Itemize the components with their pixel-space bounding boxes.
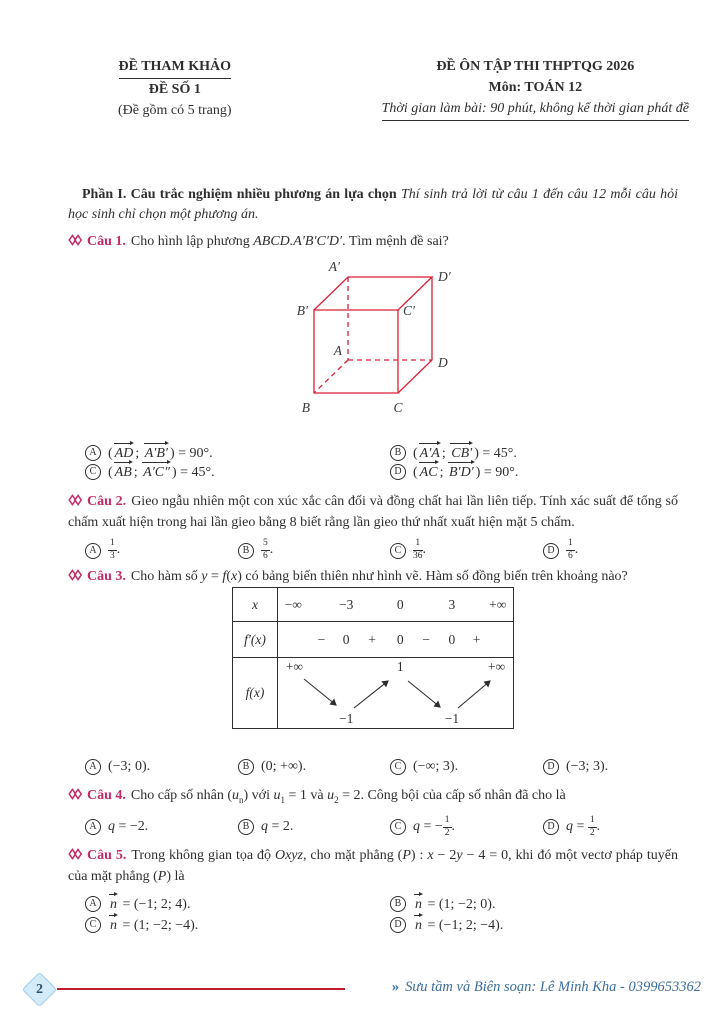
x-value: 0	[396, 596, 404, 612]
question-3-text: Cho hàm số y = f(x) có bảng biến thiên như hình vẽ. Hàm số đồng biến trên khoảng nào?	[130, 569, 628, 584]
duration-note: Thời gian làm bài: 90 phút, không kể thời gian phát đề	[382, 98, 689, 121]
option-text: $\frac{1}{6}$ .	[568, 538, 579, 561]
double-diamond-icon	[68, 493, 83, 513]
q4-option-d	[543, 816, 695, 839]
question-1-options	[85, 443, 695, 481]
question-3-label: Câu 3.	[87, 569, 126, 584]
option-text: n = (−1; 2; −4).	[415, 918, 504, 934]
double-diamond-icon	[68, 847, 83, 867]
section-heading	[68, 185, 678, 225]
option-text: ( A′A ; CB′ ) = 45°.	[413, 445, 517, 461]
option-letter-a: A	[85, 445, 101, 461]
fprime-sign: +	[368, 631, 376, 647]
option-letter-b: B	[238, 759, 254, 775]
q3-option-c	[390, 757, 543, 776]
q3-option-d	[543, 757, 695, 776]
option-text: $\frac{1}{36}$ .	[413, 538, 426, 561]
double-diamond-icon	[68, 233, 83, 253]
f-value: −1	[444, 711, 460, 726]
x-value: −3	[338, 596, 354, 612]
question-1-text: Cho hình lập phương ABCD.A′B′C′D′. Tìm mệnh đề sai?	[130, 234, 449, 249]
question-4-label: Câu 4.	[87, 788, 126, 803]
question-2-label: Câu 2.	[87, 494, 127, 509]
option-text: (0; +∞).	[261, 758, 307, 774]
option-text: $\frac{5}{6}$ .	[263, 538, 274, 561]
option-text: (−∞; 3).	[413, 758, 459, 774]
credit-text: Sưu tầm và Biên soạn: Lê Minh Kha - 0399653362	[405, 979, 701, 995]
option-text: ( AC ; B′D′ ) = 90°.	[413, 464, 519, 480]
exam-title: ĐỀ ÔN TẬP THI THPTQG 2026	[436, 59, 635, 74]
q2-option-d	[543, 539, 695, 562]
cube-svg	[262, 255, 502, 423]
section-title: Phần I. Câu trắc nghiệm nhiều phương án lựa chọn	[82, 187, 397, 202]
question-4-options	[85, 816, 695, 839]
question-1	[68, 232, 678, 253]
chevron-icon: »	[391, 979, 400, 995]
option-text: $\frac{1}{3}$ .	[110, 538, 121, 561]
page-number-badge	[22, 972, 57, 1007]
x-value: 3	[448, 596, 456, 612]
option-letter-d: D	[543, 759, 559, 775]
q1-option-c	[85, 462, 390, 481]
f-value: 1	[396, 659, 404, 674]
x-value: +∞	[489, 596, 507, 612]
option-letter-b: B	[390, 896, 406, 912]
fprime-sign: 0	[396, 631, 404, 647]
option-letter-c: C	[390, 543, 406, 559]
option-letter-d: D	[390, 464, 406, 480]
cube-figure	[262, 255, 502, 423]
option-text: n = (1; −2; −4).	[110, 918, 199, 934]
q4-option-b	[238, 816, 390, 839]
question-3	[68, 567, 678, 587]
option-letter-c: C	[85, 464, 101, 480]
option-text: q = −2.	[108, 819, 149, 835]
exam-number: ĐỀ SỐ 1	[148, 82, 201, 97]
option-letter-c: C	[390, 759, 406, 775]
q5-option-d	[390, 915, 695, 936]
vertex-label-b: B	[301, 400, 310, 415]
f-value: +∞	[285, 659, 304, 674]
subject: Môn: TOÁN 12	[488, 80, 583, 95]
option-text: n = (−1; 2; 4).	[110, 897, 191, 913]
option-text: q = $\frac{1}{2}$ .	[566, 814, 601, 838]
question-5	[68, 846, 678, 887]
page-count-note: (Đề gồm có 5 trang)	[118, 103, 232, 118]
double-diamond-icon	[68, 568, 83, 587]
option-text: ( AD ; A′B′ ) = 90°.	[108, 445, 213, 461]
vertex-label-d-prime: D′	[438, 269, 451, 284]
fprime-sign: −	[317, 631, 326, 647]
bbt-fprime-row	[233, 621, 513, 657]
option-text: (−3; 0).	[108, 758, 151, 774]
question-3-options	[85, 757, 695, 776]
double-diamond-icon	[68, 787, 83, 807]
fprime-sign: −	[422, 631, 430, 647]
option-text: n = (1; −2; 0).	[415, 897, 496, 913]
question-2-text: Gieo ngẫu nhiên một con xúc xắc cân đối và đồng chất hai lần liên tiếp. Tính xác suất để tổng số chấm xuất hiện trong hai lần gieo bằng 8 biết rằng lần gieo thứ nhất xuất hiện mặt 5 chấm.	[68, 494, 678, 530]
page-header	[0, 0, 725, 121]
option-letter-d: D	[543, 819, 559, 835]
option-text: ( AB ; A′C″ ) = 45°.	[108, 464, 215, 480]
section-subtitle: Thí sinh trả lời từ câu 1 đến câu 12 mỗi câu hỏi học sinh chỉ chọn một phương án.	[68, 187, 679, 222]
question-2	[68, 492, 678, 533]
header-right-block	[382, 56, 689, 121]
fprime-sign: +	[472, 631, 481, 647]
option-letter-b: B	[238, 819, 254, 835]
question-4-text: Cho cấp số nhân $(u_n)$ với $u_1 = 1$ và $u_2 = 2$. Công bội của cấp số nhân đã cho là	[130, 788, 566, 805]
question-5-text: Trong không gian tọa độ Oxyz, cho mặt phẳng (P) : x − 2y − 4 = 0, khi đó một vectơ pháp tuyến của mặt phẳng (P) là	[68, 847, 678, 884]
bbt-f-label: f(x)	[233, 658, 278, 728]
fprime-sign: 0	[342, 631, 350, 647]
question-1-label: Câu 1.	[87, 234, 126, 249]
vertex-label-d: D	[438, 355, 448, 370]
footer-rule	[57, 988, 345, 990]
bbt-x-label: x	[233, 588, 278, 621]
option-text: q = − $\frac{1}{2}$ .	[413, 814, 456, 838]
question-4	[68, 786, 678, 810]
option-letter-d: D	[390, 917, 406, 933]
q2-option-a	[85, 539, 238, 562]
q1-option-d	[390, 462, 695, 481]
x-value: −∞	[284, 596, 302, 612]
q5-option-c	[85, 915, 390, 936]
f-value: +∞	[487, 659, 506, 674]
vertex-label-c: C	[393, 400, 403, 415]
footer-credit	[392, 979, 701, 996]
q3-option-a	[85, 757, 238, 776]
header-left-block	[118, 56, 232, 121]
vertex-label-b-prime: B′	[296, 303, 308, 318]
fprime-sign: 0	[448, 631, 456, 647]
f-value: −1	[338, 711, 354, 726]
option-letter-b: B	[238, 543, 254, 559]
page-number: 2	[36, 981, 43, 997]
option-letter-c: C	[390, 819, 406, 835]
bbt-fprime-label: f′(x)	[233, 622, 278, 657]
q5-option-a	[85, 894, 390, 915]
question-5-options	[85, 894, 695, 936]
option-letter-a: A	[85, 759, 101, 775]
question-5-label: Câu 5.	[87, 847, 127, 863]
q4-option-a	[85, 816, 238, 839]
vertex-label-a-prime: A′	[328, 259, 340, 274]
option-text: q = 2.	[261, 819, 294, 835]
question-2-options	[85, 539, 695, 562]
bbt-x-row	[233, 588, 513, 621]
vertex-label-c-prime: C′	[403, 303, 415, 318]
q2-option-b	[238, 539, 390, 562]
variation-table	[232, 587, 514, 729]
option-letter-b: B	[390, 445, 406, 461]
option-letter-d: D	[543, 543, 559, 559]
q5-option-b	[390, 894, 695, 915]
option-letter-a: A	[85, 896, 101, 912]
q4-option-c	[390, 816, 543, 839]
option-letter-a: A	[85, 543, 101, 559]
bbt-f-row	[233, 657, 513, 728]
vertex-label-a: A	[333, 343, 342, 358]
exam-type: ĐỀ THAM KHẢO	[119, 56, 232, 79]
q3-option-b	[238, 757, 390, 776]
q2-option-c	[390, 539, 543, 562]
option-letter-a: A	[85, 819, 101, 835]
option-letter-c: C	[85, 917, 101, 933]
option-text: (−3; 3).	[566, 758, 609, 774]
